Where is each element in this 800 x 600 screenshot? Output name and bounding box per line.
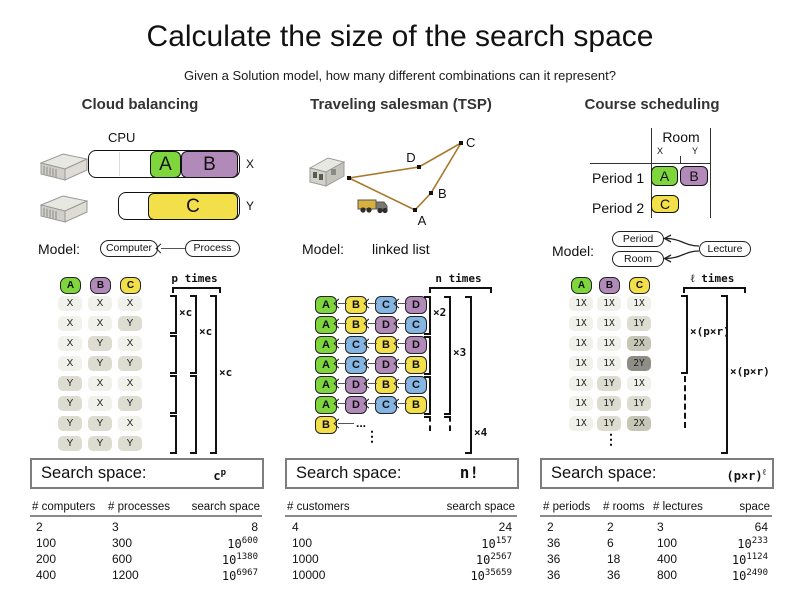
multiplier-bracket [444,416,451,431]
city-node [413,208,417,212]
tsp-chain-node-d: D [405,296,427,314]
tsp-chain-node-b: B [375,376,397,394]
vertical-ellipsis: ⋮ [365,428,379,444]
course-enum-cell: 1X [569,356,593,371]
tsp-times-label: n times [435,272,482,285]
cloud-enum-cell: X [58,336,82,351]
cloud-enum-cell: X [88,396,112,411]
process-block-b: B [181,151,238,178]
table-cell: $10^{2567}$ [475,552,512,567]
table-cell: 4 [292,520,299,534]
tsp-chain-node-a: A [315,336,337,354]
city-label: A [417,213,427,228]
tsp-model-label: Model: [302,241,345,257]
tsp-chain-node-a: A [315,356,337,374]
lesson-block-c: C [651,195,679,213]
course-enum-cell: 2Y [627,356,651,371]
table-cell: 400 [657,552,678,566]
multiplier-bracket [465,296,472,454]
table-cell: 100 [36,536,57,550]
cpu-label: CPU [108,130,136,145]
multiplier-label: ×c [179,306,193,319]
depot-building-icon [310,158,344,186]
course-enum-header-c: C [629,277,650,294]
column-header: # processes [108,501,171,513]
multiplier-bracket [190,375,197,454]
table-cell: 400 [36,568,57,582]
tsp-model-value: linked list [372,241,430,257]
course-enum-cell: 1X [597,316,621,331]
page-subtitle: Given a Solution model, how many different combinations can it represent? [184,68,616,83]
cloud-enum-cell: Y [58,396,82,411]
cloud-enum-cell: X [88,316,112,331]
course-enum-header-b: B [599,277,620,294]
course-times-label: ℓ times [690,272,735,285]
table-cell: 100 [292,536,313,550]
cloud-model-label: Model: [38,241,81,257]
process-block-c: C [148,193,238,220]
timetable-tick [680,156,681,163]
tsp-chain-node-a: A [315,376,337,394]
column-header: # computers [32,501,96,513]
server-icon [40,150,88,182]
tsp-chain-node-b: B [405,356,427,374]
tsp-chain-node-b: B [345,296,367,314]
cloud-enum-cell: Y [58,416,82,431]
course-enum-cell: 1X [597,296,621,311]
cloud-enum-cell: X [58,316,82,331]
cloud-enum-cell: X [118,416,142,431]
table-cell: 300 [112,536,133,550]
multiplier-bracket [681,295,688,374]
course-table [540,500,772,588]
tsp-chain-node-d: D [375,356,397,374]
table-cell: 2 [36,520,43,534]
column-header: search space [191,501,260,513]
search-space-label: Search space: [551,464,657,482]
search-space-formula: n! [459,463,479,482]
column-header: space [739,501,770,513]
header-divider [540,515,772,517]
multiplier-bracket [424,416,431,431]
cloud-enum-cell: Y [88,356,112,371]
column-header: # customers [287,501,350,513]
course-enum-cell: 1X [597,356,621,371]
table-cell: 64 [754,520,768,534]
model-node-lecture: Lecture [699,241,751,257]
room-y-label: Y [692,146,699,156]
model-node-computer: Computer [100,240,158,257]
tsp-chain-node-b: B [405,396,427,414]
table-cell: $10^{157}$ [481,536,512,551]
table-cell: 36 [547,536,561,550]
table-cell: 36 [607,568,621,582]
cloud-enum-cell: Y [88,336,112,351]
table-cell: 2 [607,520,614,534]
multiplier-bracket [210,295,217,454]
tsp-chain-node-c: C [375,296,397,314]
model-node-process: Process [185,240,240,257]
cloud-enum-cell: X [118,296,142,311]
cpu-divider [119,152,120,176]
cloud-enum-cell: X [88,296,112,311]
chain-ellipsis: ... [356,416,367,430]
course-enum-cell: 1X [627,376,651,391]
header-divider [285,515,517,517]
city-label: B [438,186,447,201]
table-cell: 36 [547,568,561,582]
course-search-space-box [540,458,774,489]
table-cell: 18 [607,552,621,566]
room-x-label: X [657,146,664,156]
timetable-line [590,163,710,164]
tsp-chain-node-b: B [375,336,397,354]
tsp-chain-node-b: B [345,316,367,334]
period-1-label: Period 1 [592,170,645,186]
table-cell: 3 [657,520,664,534]
course-enum-cell: 1Y [597,376,621,391]
course-enum-cell: 1X [569,396,593,411]
course-enum-cell: 1Y [627,316,651,331]
multiplier-bracket [424,376,431,415]
table-cell: 3 [112,520,119,534]
table-cell: 1200 [112,568,139,582]
table-cell: 2 [547,520,554,534]
computer-y-label: Y [246,199,255,213]
table-cell: $10^{1380}$ [221,552,258,567]
multiplier-bracket [424,296,431,335]
course-model-arrows [655,228,705,274]
table-cell: 36 [547,552,561,566]
column-header: # periods [543,501,591,513]
vertical-ellipsis: ⋮ [604,431,618,447]
cloud-table [30,500,262,588]
cloud-enum-cell: X [88,376,112,391]
city-label: D [406,150,416,165]
column-header: # rooms [603,501,645,513]
cloud-enum-cell: Y [88,436,112,451]
multiplier-bracket [424,336,431,375]
course-model-label: Model: [552,243,595,259]
city-label: C [466,135,476,150]
course-enum-cell: 2X [627,416,651,431]
course-enum-cell: 1X [627,296,651,311]
cloud-enum-header-c: C [120,277,141,294]
multiplier-bracket [170,415,177,454]
table-cell: $10^{35659}$ [470,568,512,583]
column-header: # lectures [653,501,703,513]
search-space-formula: $c^p$ [213,468,226,483]
model-node-room: Room [612,251,664,267]
tsp-chain-node-c: C [375,396,397,414]
model-node-period: Period [612,231,664,247]
course-enum-cell: 2X [627,336,651,351]
table-cell: $10^{233}$ [737,536,768,551]
multiplier-label: ×(p×r) [690,325,730,338]
table-cell: 24 [498,520,512,534]
cloud-enum-cell: Y [118,436,142,451]
multiplier-label: ×2 [433,306,447,319]
tsp-chain-node-c: C [405,316,427,334]
tsp-chain-node-d: D [405,336,427,354]
tsp-section-header: Traveling salesman (TSP) [310,96,492,113]
tsp-map [300,128,500,233]
multiplier-bracket [721,295,728,454]
course-times-bracket [683,287,746,293]
cloud-enum-cell: Y [118,356,142,371]
tsp-chain-node-c: C [345,356,367,374]
tsp-chain-node-c: C [345,336,367,354]
cloud-enum-cell: X [118,376,142,391]
multiplier-label: ×c [199,325,213,338]
cloud-search-space-box [30,458,264,489]
table-cell: 800 [657,568,678,582]
cloud-enum-cell: X [58,296,82,311]
server-icon [40,192,88,224]
cloud-times-label: p times [171,272,218,285]
table-cell: 600 [112,552,133,566]
lesson-block-a: A [651,166,678,186]
table-cell: $10^{6967}$ [221,568,258,583]
search-space-label: Search space: [41,464,147,482]
table-cell: 100 [657,536,678,550]
cloud-section-header: Cloud balancing [81,96,199,113]
cloud-times-bracket [172,287,221,293]
city-node [417,165,421,169]
cloud-enum-header-a: A [60,277,81,294]
table-cell: $10^{1124}$ [731,552,768,567]
course-enum-cell: 1X [569,316,593,331]
tsp-chain-node-b: B [315,416,337,434]
room-label: Room [662,129,700,145]
tsp-chain-node-a: A [315,396,337,414]
timetable-line [710,128,711,218]
course-enum-cell: 1X [569,416,593,431]
table-cell: $10^{2490}$ [731,568,768,583]
course-enum-cell: 1Y [597,396,621,411]
header-divider [30,515,262,517]
course-section-header: Course scheduling [584,96,720,113]
multiplier-label: ×3 [453,346,467,359]
tsp-chain-node-d: D [345,376,367,394]
page-title: Calculate the size of the search space [146,20,654,53]
cloud-enum-cell: Y [118,396,142,411]
tsp-search-space-box [285,458,519,489]
period-2-label: Period 2 [592,200,645,216]
tsp-table [285,500,517,588]
table-cell: 10000 [292,568,326,582]
course-enum-cell: 1Y [627,396,651,411]
cloud-enum-cell: Y [118,316,142,331]
table-cell: $10^{600}$ [227,536,258,551]
search-space-formula: $(p\times r)^\ell$ [726,468,766,483]
search-space-label: Search space: [296,464,402,482]
cloud-enum-cell: Y [58,376,82,391]
column-header: search space [446,501,515,513]
table-cell: 200 [36,552,57,566]
cloud-enum-cell: X [118,336,142,351]
process-block-a: A [150,151,181,178]
tsp-chain-node-a: A [315,316,337,334]
tsp-chain-node-a: A [315,296,337,314]
table-cell: 6 [607,536,614,550]
cloud-enum-cell: Y [88,416,112,431]
depot-node [347,176,351,180]
course-enum-cell: 1X [569,296,593,311]
tsp-times-bracket [429,287,492,293]
city-node [429,191,433,195]
multiplier-label: ×(p×r) [730,365,770,378]
multiplier-bracket [170,375,177,414]
tsp-chain-node-c: C [405,376,427,394]
truck-icon [358,200,388,213]
table-cell: 1000 [292,552,319,566]
tsp-chain-node-d: D [345,396,367,414]
city-node [459,141,463,145]
tsp-chain-node-d: D [375,316,397,334]
course-enum-cell: 1Y [597,416,621,431]
course-enum-cell: 1X [597,336,621,351]
course-enum-header-a: A [571,277,592,294]
multiplier-bracket [170,335,177,374]
multiplier-bracket-dashed [684,376,686,428]
multiplier-label: ×c [219,366,233,379]
cloud-enum-header-b: B [90,277,111,294]
multiplier-label: ×4 [474,426,488,439]
cloud-enum-cell: Y [58,436,82,451]
table-cell: 8 [251,520,258,534]
computer-x-label: X [246,157,255,171]
course-enum-cell: 1X [569,376,593,391]
course-enum-cell: 1X [569,336,593,351]
multiplier-bracket [170,295,177,334]
lesson-block-b: B [680,166,708,186]
cloud-enum-cell: X [58,356,82,371]
